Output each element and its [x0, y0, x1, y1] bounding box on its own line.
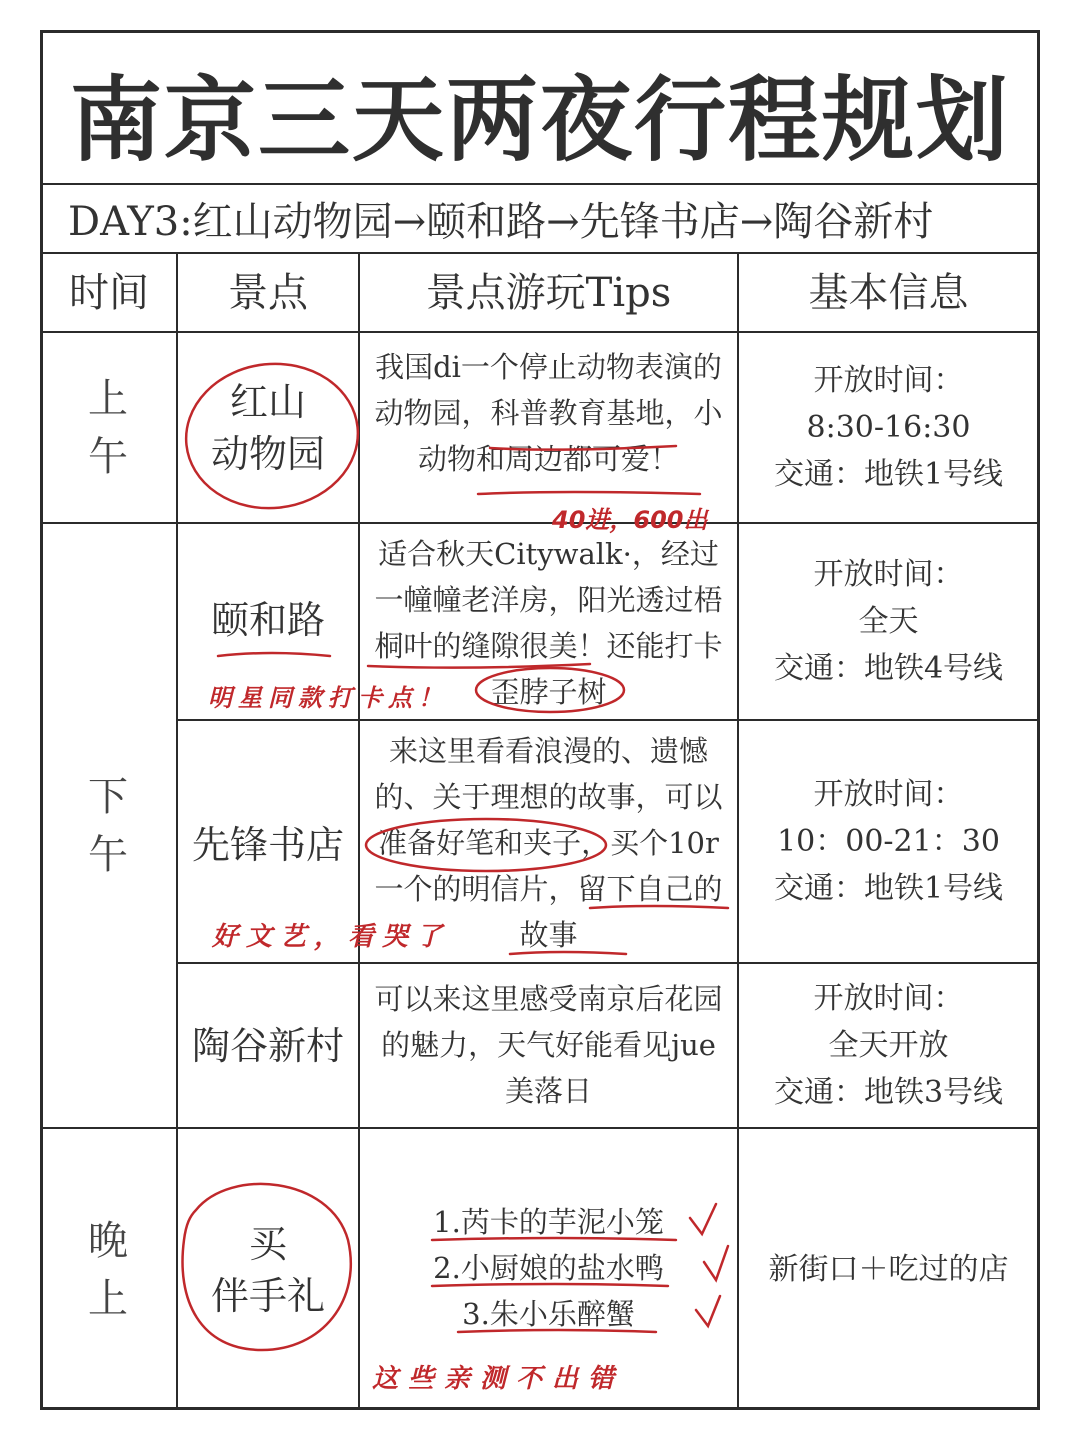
header-spot: 景点	[228, 270, 308, 316]
spot-librairie-avant-garde: 先锋书店	[191, 823, 344, 867]
tips-souvenirs: 1.芮卡的芋泥小笼 2.小厨娘的盐水鸭 3.朱小乐醉蟹	[433, 1205, 664, 1331]
header-time: 时间	[69, 270, 149, 316]
tips-librairie-avant-garde: 来这里看看浪漫的、遗憾 的、关于理想的故事，可以 准备好笔和夹子，买个10r 一个的明信片，留下自己的 故事	[374, 734, 723, 952]
day-route: DAY3:红山动物园→颐和路→先锋书店→陶谷新村	[68, 199, 934, 245]
spot-souvenirs: 买 伴手礼	[210, 1221, 325, 1318]
header-tips: 景点游玩Tips	[425, 270, 672, 316]
note-celebrity-spot: 明星同款打卡点！	[208, 684, 448, 712]
page-title: 南京三天两夜行程规划	[69, 66, 1010, 174]
time-evening: 晚 上	[88, 1217, 128, 1322]
info-taogu-xincun: 开放时间： 全天开放 交通：地铁3号线	[773, 981, 1004, 1110]
spot-taogu-xincun: 陶谷新村	[191, 1023, 344, 1068]
info-yihe-road: 开放时间： 全天 交通：地铁4号线	[773, 557, 1004, 686]
tips-taogu-xincun: 可以来这里感受南京后花园 的魅力，天气好能看见jue 美落日	[374, 982, 723, 1108]
time-afternoon: 下 午	[88, 773, 128, 878]
note-zoo-entry: 40进，600出	[552, 506, 708, 534]
info-hongshan-zoo: 开放时间： 8:30-16:30 交通：地铁1号线	[773, 363, 1004, 492]
time-morning: 上 午	[88, 375, 128, 480]
tips-yihe-road: 适合秋天Citywalk·，经过 一幢幢老洋房，阳光透过梧 桐叶的缝隙很美！还能打卡 歪脖子树	[374, 537, 723, 709]
info-souvenirs: 新街口＋吃过的店	[768, 1252, 1009, 1287]
info-librairie-avant-garde: 开放时间： 10：00-21：30 交通：地铁1号线	[773, 777, 1004, 906]
spot-hongshan-zoo: 红山 动物园	[210, 379, 325, 476]
header-info: 基本信息	[808, 270, 969, 316]
note-artsy: 好文艺，看哭了	[212, 922, 451, 952]
spot-yihe-road: 颐和路	[210, 598, 325, 642]
tips-hongshan-zoo: 我国di一个停止动物表演的 动物园，科普教育基地，小 动物和周边都可爱！	[374, 350, 723, 476]
note-tested: 这些亲测不出错	[372, 1364, 625, 1394]
